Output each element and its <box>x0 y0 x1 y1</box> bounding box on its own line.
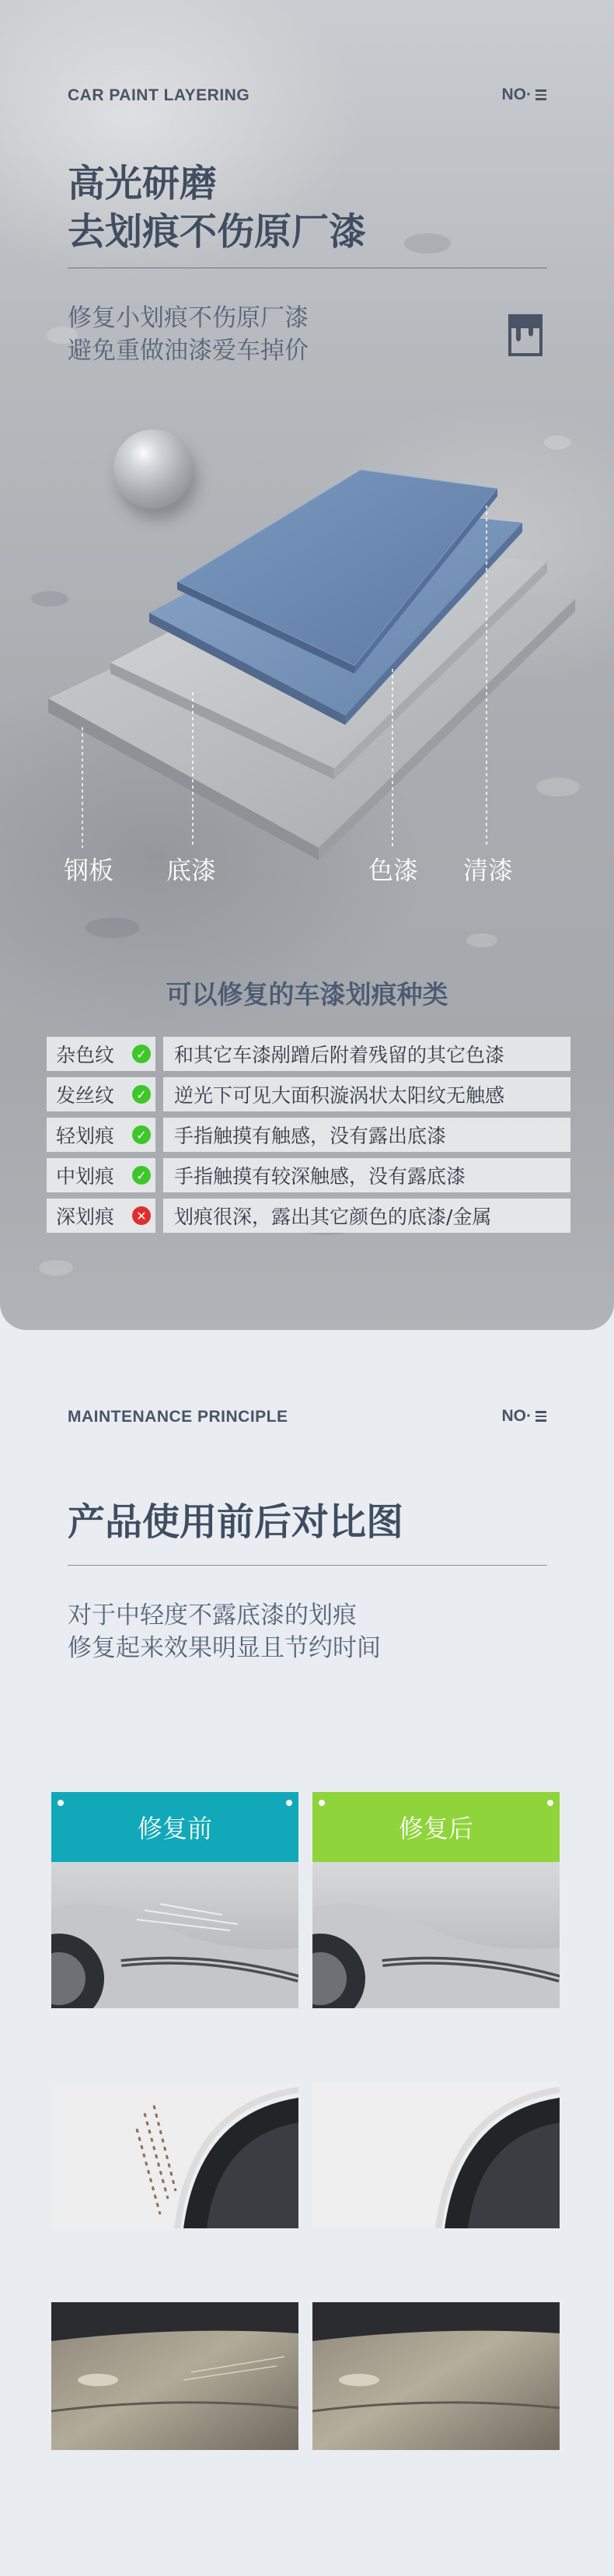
scratch-type-label <box>47 1077 155 1111</box>
scratch-type-desc: 划痕很深，露出其它颜色的底漆/金属 <box>163 1199 570 1233</box>
scuffed-wheel-arch-image <box>51 2082 298 2228</box>
texture-speck <box>404 233 451 254</box>
divider <box>68 1565 547 1566</box>
after-header <box>312 1792 560 1862</box>
after-label: 修复后 <box>398 1814 473 1843</box>
subtitle-line: 避免重做油漆爱车掉价 <box>68 337 309 365</box>
scratch-type-desc: 逆光下可见大面积漩涡状太阳纹无触感 <box>163 1077 570 1111</box>
section-number-label: NO· <box>501 1407 532 1425</box>
after-photo-1 <box>312 1792 560 2008</box>
scratch-type-label <box>47 1199 155 1233</box>
scratch-type-name: 轻划痕 <box>56 1125 115 1147</box>
repaired-gold-door-image <box>312 2302 560 2450</box>
section-tag: CAR PAINT LAYERING <box>68 86 250 104</box>
cross-icon: ✕ <box>132 1206 151 1225</box>
scratch-type-row <box>47 1118 570 1152</box>
scratch-type-name: 深划痕 <box>56 1206 115 1228</box>
scratch-type-desc: 和其它车漆剐蹭后附着残留的其它色漆 <box>163 1037 570 1071</box>
subtitle-line: 对于中轻度不露底漆的划痕 <box>68 1601 357 1629</box>
page-title <box>68 159 366 256</box>
after-photo-3 <box>312 2302 560 2450</box>
paint-layers-diagram <box>0 443 614 879</box>
scratch-type-label <box>47 1158 155 1192</box>
menu-lines-icon <box>536 89 546 100</box>
check-icon: ✓ <box>132 1085 151 1104</box>
scratch-type-name: 杂色纹 <box>56 1044 115 1066</box>
check-icon: ✓ <box>132 1166 151 1185</box>
before-label: 修复前 <box>137 1814 212 1843</box>
section-number <box>502 1407 547 1426</box>
scratch-type-label <box>47 1118 155 1152</box>
scratch-type-desc: 手指触摸有较深触感，没有露底漆 <box>163 1158 570 1192</box>
section-number <box>502 86 547 104</box>
layer-label-primer: 底漆 <box>166 856 217 885</box>
scratch-type-name: 中划痕 <box>56 1165 115 1188</box>
before-photo-2 <box>51 2082 298 2228</box>
title-line: 高光研磨 <box>68 162 218 205</box>
maintenance-section <box>0 1330 614 2576</box>
texture-speck <box>39 1260 73 1276</box>
comparison-title: 产品使用前后对比图 <box>68 1500 404 1544</box>
subtitle-line: 修复起来效果明显且节约时间 <box>68 1634 381 1662</box>
after-photo-2 <box>312 2082 560 2228</box>
scratch-type-name: 发丝纹 <box>56 1084 115 1107</box>
layer-label-color: 色漆 <box>368 856 419 885</box>
scratch-type-desc: 手指触摸有触感，没有露出底漆 <box>163 1118 570 1152</box>
layer-label-clear: 清漆 <box>463 856 514 885</box>
layer-label-steel: 钢板 <box>64 856 114 885</box>
before-header <box>51 1792 298 1862</box>
scratch-type-label <box>47 1037 155 1071</box>
before-photo-1 <box>51 1792 298 2008</box>
scratched-gold-door-image <box>51 2302 298 2450</box>
texture-speck <box>85 918 140 938</box>
title-line: 去划痕不伤原厂漆 <box>68 210 367 254</box>
repaired-door-image <box>312 1862 560 2008</box>
scratch-type-row <box>47 1077 570 1111</box>
menu-lines-icon <box>536 1411 546 1422</box>
scratch-type-row <box>47 1158 570 1192</box>
texture-speck <box>466 933 497 947</box>
before-photo-3 <box>51 2302 298 2450</box>
scratch-type-row <box>47 1199 570 1233</box>
check-icon: ✓ <box>132 1125 151 1144</box>
subtitle-line: 修复小划痕不伤原厂漆 <box>68 304 309 332</box>
comparison-subtitle <box>68 1599 381 1664</box>
section-number-label: NO· <box>501 86 532 103</box>
clean-wheel-arch-image <box>312 2082 560 2228</box>
scratched-door-image <box>51 1862 298 2008</box>
scratch-type-row <box>47 1037 570 1071</box>
section-tag: MAINTENANCE PRINCIPLE <box>68 1408 288 1426</box>
subtitle <box>68 302 309 367</box>
scratch-types-title: 可以修复的车漆划痕种类 <box>166 979 448 1010</box>
check-icon: ✓ <box>132 1045 151 1063</box>
paint-bucket-icon <box>508 314 542 358</box>
